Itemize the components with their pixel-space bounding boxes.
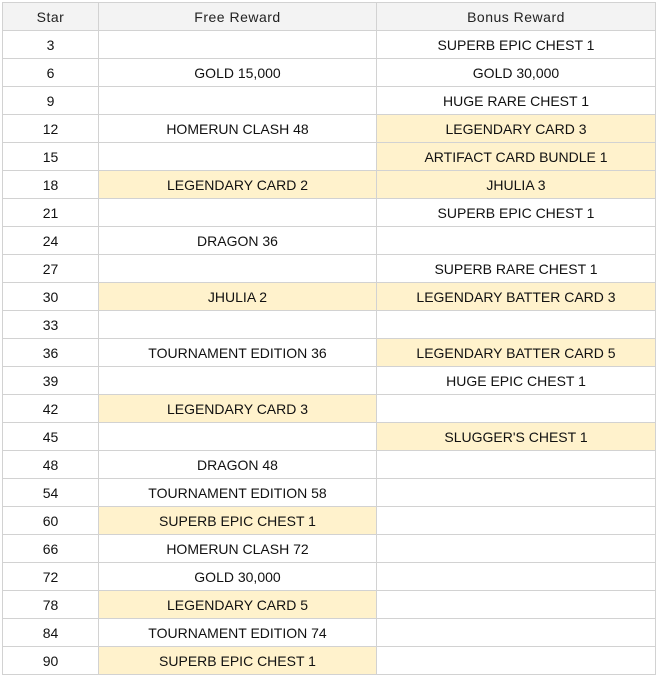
bonus-reward-cell: SLUGGER'S CHEST 1	[377, 423, 656, 451]
star-cell: 33	[3, 311, 99, 339]
free-reward-cell: TOURNAMENT EDITION 58	[99, 479, 377, 507]
table-row	[3, 535, 656, 563]
star-cell: 78	[3, 591, 99, 619]
table-row	[3, 115, 656, 143]
header-row	[3, 3, 656, 31]
table-row	[3, 339, 656, 367]
star-cell: 84	[3, 619, 99, 647]
free-reward-cell: GOLD 30,000	[99, 563, 377, 591]
bonus-reward-cell: SUPERB EPIC CHEST 1	[377, 31, 656, 59]
free-reward-cell	[99, 311, 377, 339]
star-cell: 18	[3, 171, 99, 199]
star-cell: 42	[3, 395, 99, 423]
free-reward-cell	[99, 87, 377, 115]
table-row	[3, 227, 656, 255]
table-body	[3, 31, 656, 675]
star-cell: 6	[3, 59, 99, 87]
table-row	[3, 199, 656, 227]
bonus-reward-cell: SUPERB RARE CHEST 1	[377, 255, 656, 283]
header-bonus-reward: Bonus Reward	[377, 3, 656, 31]
star-cell: 72	[3, 563, 99, 591]
header-free-reward: Free Reward	[99, 3, 377, 31]
table-row	[3, 171, 656, 199]
free-reward-cell: TOURNAMENT EDITION 74	[99, 619, 377, 647]
bonus-reward-cell	[377, 647, 656, 675]
table-row	[3, 31, 656, 59]
table-header	[3, 3, 656, 31]
bonus-reward-cell: JHULIA 3	[377, 171, 656, 199]
table-row	[3, 143, 656, 171]
bonus-reward-cell	[377, 591, 656, 619]
bonus-reward-cell: HUGE EPIC CHEST 1	[377, 367, 656, 395]
table-row	[3, 451, 656, 479]
bonus-reward-cell: LEGENDARY CARD 3	[377, 115, 656, 143]
free-reward-cell	[99, 423, 377, 451]
star-cell: 12	[3, 115, 99, 143]
table-row	[3, 59, 656, 87]
star-cell: 24	[3, 227, 99, 255]
table-row	[3, 619, 656, 647]
free-reward-cell: LEGENDARY CARD 3	[99, 395, 377, 423]
star-cell: 54	[3, 479, 99, 507]
bonus-reward-cell: GOLD 30,000	[377, 59, 656, 87]
bonus-reward-cell: SUPERB EPIC CHEST 1	[377, 199, 656, 227]
star-cell: 30	[3, 283, 99, 311]
bonus-reward-cell: HUGE RARE CHEST 1	[377, 87, 656, 115]
free-reward-cell	[99, 255, 377, 283]
star-cell: 27	[3, 255, 99, 283]
free-reward-cell: SUPERB EPIC CHEST 1	[99, 647, 377, 675]
table-row	[3, 423, 656, 451]
free-reward-cell: HOMERUN CLASH 72	[99, 535, 377, 563]
bonus-reward-cell	[377, 535, 656, 563]
bonus-reward-cell: LEGENDARY BATTER CARD 5	[377, 339, 656, 367]
star-cell: 60	[3, 507, 99, 535]
table-row	[3, 87, 656, 115]
table-row	[3, 311, 656, 339]
star-cell: 39	[3, 367, 99, 395]
star-cell: 48	[3, 451, 99, 479]
table-row	[3, 255, 656, 283]
bonus-reward-cell	[377, 619, 656, 647]
star-cell: 90	[3, 647, 99, 675]
free-reward-cell	[99, 143, 377, 171]
free-reward-cell: HOMERUN CLASH 48	[99, 115, 377, 143]
star-cell: 3	[3, 31, 99, 59]
free-reward-cell	[99, 367, 377, 395]
bonus-reward-cell	[377, 227, 656, 255]
free-reward-cell: DRAGON 36	[99, 227, 377, 255]
header-star: Star	[3, 3, 99, 31]
free-reward-cell	[99, 31, 377, 59]
bonus-reward-cell	[377, 507, 656, 535]
bonus-reward-cell	[377, 479, 656, 507]
bonus-reward-cell: ARTIFACT CARD BUNDLE 1	[377, 143, 656, 171]
bonus-reward-cell	[377, 311, 656, 339]
bonus-reward-cell	[377, 451, 656, 479]
star-rewards-table	[2, 2, 656, 675]
star-cell: 36	[3, 339, 99, 367]
free-reward-cell: DRAGON 48	[99, 451, 377, 479]
table-row	[3, 591, 656, 619]
free-reward-cell: LEGENDARY CARD 2	[99, 171, 377, 199]
free-reward-cell: JHULIA 2	[99, 283, 377, 311]
bonus-reward-cell: LEGENDARY BATTER CARD 3	[377, 283, 656, 311]
table-row	[3, 479, 656, 507]
free-reward-cell: LEGENDARY CARD 5	[99, 591, 377, 619]
table-row	[3, 367, 656, 395]
free-reward-cell: SUPERB EPIC CHEST 1	[99, 507, 377, 535]
free-reward-cell: GOLD 15,000	[99, 59, 377, 87]
star-cell: 21	[3, 199, 99, 227]
table-row	[3, 507, 656, 535]
table-row	[3, 647, 656, 675]
star-cell: 9	[3, 87, 99, 115]
star-cell: 45	[3, 423, 99, 451]
free-reward-cell: TOURNAMENT EDITION 36	[99, 339, 377, 367]
bonus-reward-cell	[377, 563, 656, 591]
table-row	[3, 563, 656, 591]
star-cell: 66	[3, 535, 99, 563]
table-row	[3, 395, 656, 423]
free-reward-cell	[99, 199, 377, 227]
table-row	[3, 283, 656, 311]
star-cell: 15	[3, 143, 99, 171]
bonus-reward-cell	[377, 395, 656, 423]
